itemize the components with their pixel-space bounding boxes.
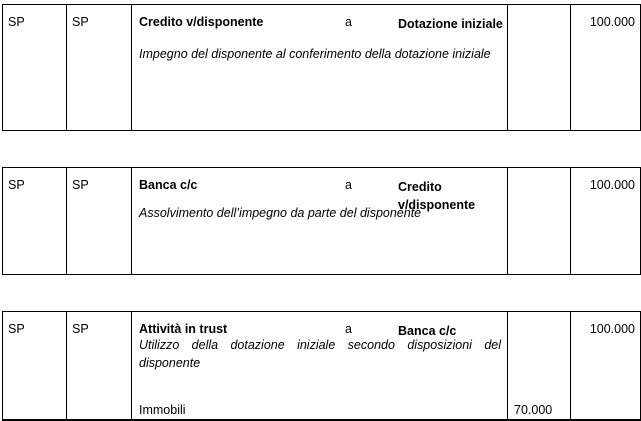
entry-3-col1: SP — [8, 322, 25, 336]
entry-1-connector: a — [345, 15, 352, 29]
entry-1-credit-account: Dotazione iniziale — [398, 17, 503, 31]
entry-3-col2-cell — [67, 312, 132, 420]
journal-entry-1 — [2, 4, 641, 131]
entry-1-debit-account: Credito v/disponente — [139, 15, 264, 29]
entry-2-description-cell — [132, 168, 508, 275]
entry-3-debit-account: Attività in trust — [139, 322, 228, 336]
journal-entry-2 — [2, 167, 641, 275]
entry-3-amount: 100.000 — [589, 322, 635, 336]
entry-1-col2: SP — [72, 15, 89, 29]
entry-1-description-cell — [132, 5, 508, 131]
entry-3-partial-cell — [508, 312, 571, 420]
entry-1-col2-cell — [67, 5, 132, 131]
entry-2-partial-cell — [508, 168, 571, 275]
entry-2-description: Assolvimento dell’impegno da parte del disponente — [139, 206, 422, 220]
entry-3-col2: SP — [72, 322, 89, 336]
entry-2-credit-account: Credito v/disponente — [398, 180, 476, 212]
entry-3-connector: a — [345, 322, 352, 336]
entry-3-credit-account: Banca c/c — [398, 324, 457, 338]
entry-3-col1-cell — [3, 312, 67, 420]
entry-1-amount-cell — [571, 5, 641, 131]
entry-2-col2: SP — [72, 178, 89, 192]
entry-1-col1: SP — [8, 15, 25, 29]
entry-2-col2-cell — [67, 168, 132, 275]
entry-2-amount-cell — [571, 168, 641, 275]
entry-3-description-cell — [132, 312, 508, 420]
journal-entry-3 — [2, 311, 641, 421]
entry-2-col1-cell — [3, 168, 67, 275]
entry-1-col1-cell — [3, 5, 67, 131]
entry-2-connector: a — [345, 178, 352, 192]
entry-3-sub-label: Immobili — [139, 402, 186, 417]
entry-3-amount-cell — [571, 312, 641, 420]
entry-1-description: Impegno del disponente al conferimento della dotazione iniziale — [139, 47, 491, 61]
entry-2-col1: SP — [8, 178, 25, 192]
entry-1-partial-cell — [508, 5, 571, 131]
entry-3-sub-amount: 70.000 — [514, 402, 553, 417]
entry-2-amount: 100.000 — [589, 178, 635, 192]
entry-3-description: Utilizzo della dotazione iniziale secondo disposizioni del disponente — [139, 338, 501, 370]
entry-2-debit-account: Banca c/c — [139, 178, 198, 192]
entry-1-amount: 100.000 — [589, 15, 635, 29]
